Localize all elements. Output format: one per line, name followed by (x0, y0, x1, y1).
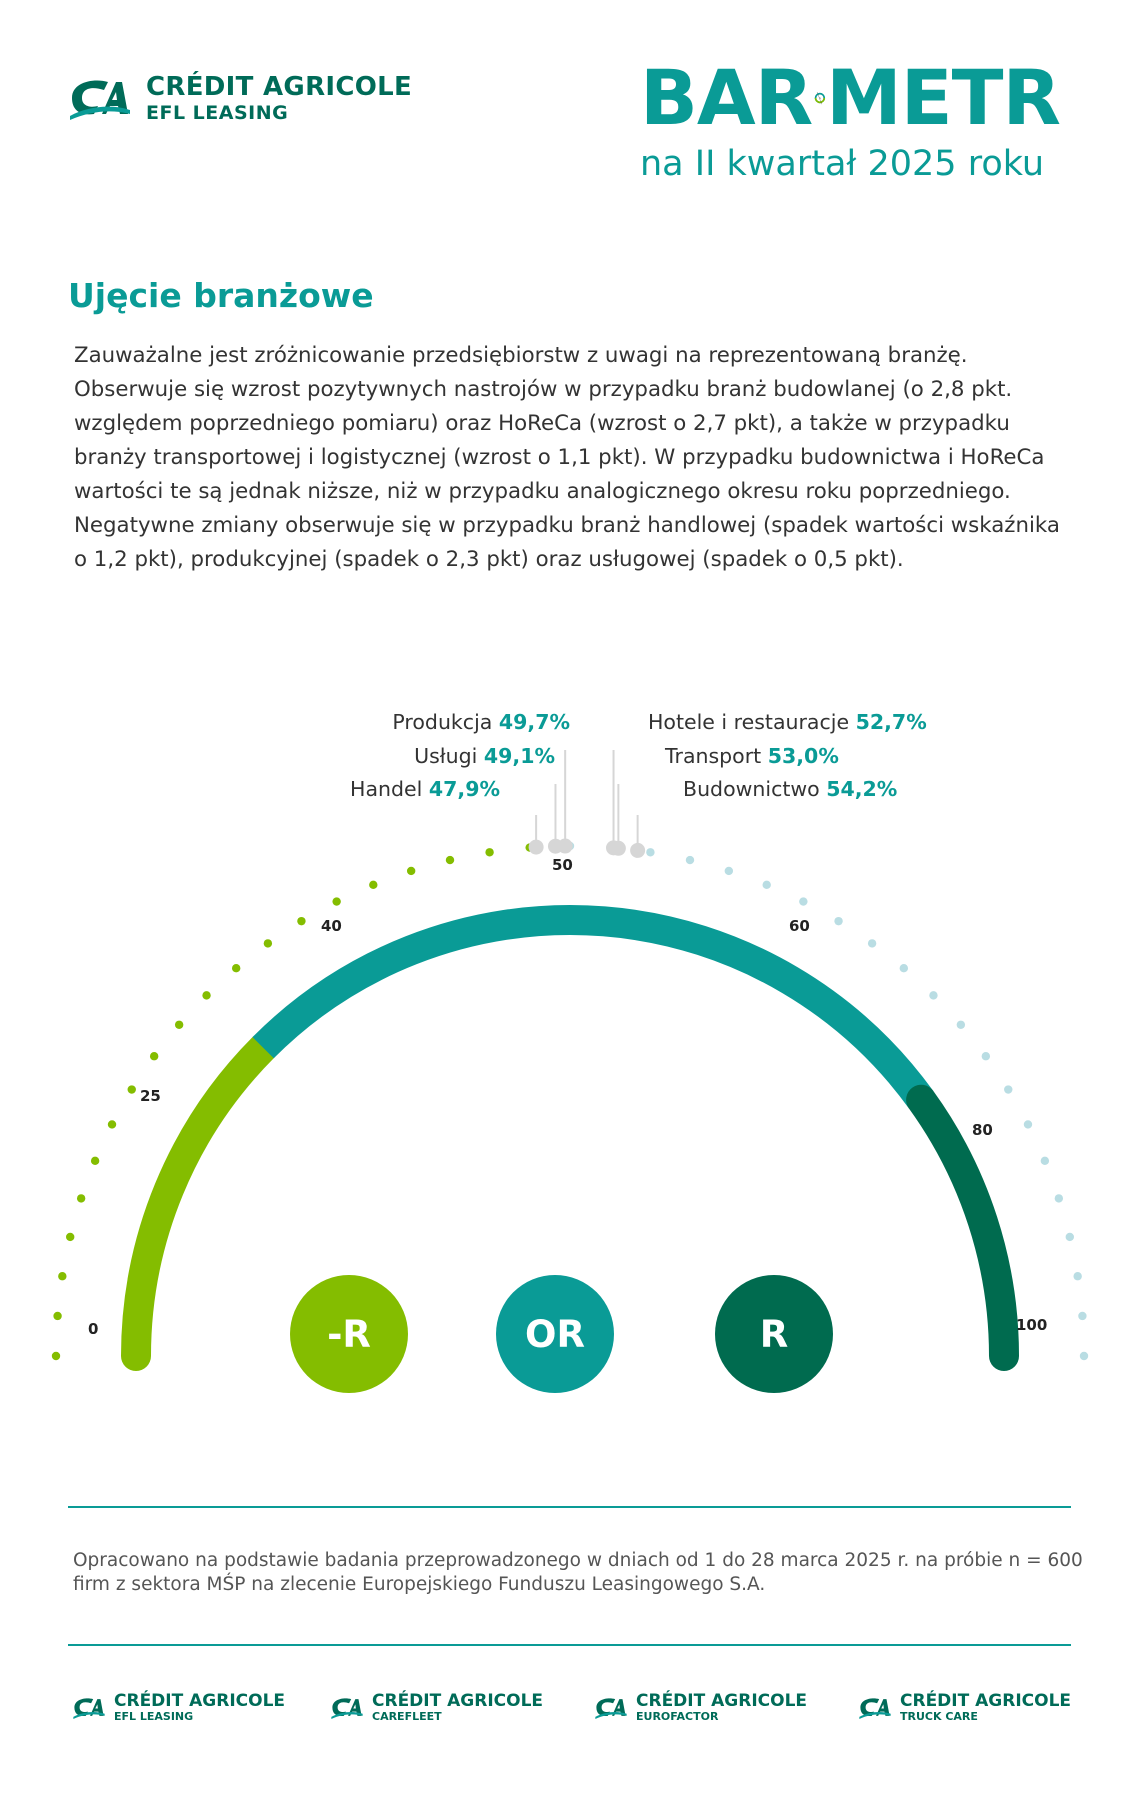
barometr-word-after: METR (826, 53, 1060, 142)
scale-dot (982, 1052, 990, 1060)
footer-logo-sub: EUROFACTOR (636, 1710, 719, 1723)
scale-dot (407, 867, 415, 875)
label-transport-value: 53,0% (767, 744, 839, 768)
label-budownictwo-value: 54,2% (826, 777, 898, 801)
scale-dot (232, 964, 240, 972)
gauge-zone-arc-1 (263, 920, 921, 1100)
scale-dot (202, 991, 210, 999)
header-logo[interactable] (68, 74, 412, 123)
scale-dot (762, 881, 770, 889)
scale-dot (297, 917, 305, 925)
industry-marker (630, 843, 645, 858)
barometr-subtitle: na II kwartał 2025 roku (640, 144, 1045, 184)
footer-logo-sub: TRUCK CARE (900, 1710, 978, 1723)
scale-dot (91, 1157, 99, 1165)
scale-dot (1041, 1157, 1049, 1165)
scale-dot (686, 856, 694, 864)
scale-dot (1055, 1194, 1063, 1202)
scale-dot (175, 1021, 183, 1029)
industry-marker (611, 841, 626, 856)
section-title: Ujęcie branżowe (68, 276, 374, 315)
scale-label-40: 40 (321, 917, 342, 935)
scale-dot (66, 1233, 74, 1241)
label-produkcja-value: 49,7% (498, 710, 570, 734)
scale-label-0: 0 (88, 1320, 99, 1338)
label-hotele-value: 52,7% (855, 710, 927, 734)
credit-agricole-logo-icon (594, 1696, 628, 1720)
label-produkcja (392, 710, 570, 734)
label-uslugi-name: Usługi (414, 744, 478, 768)
logo-sub-text: EFL LEASING (146, 102, 289, 124)
zone-circle-r: R (715, 1275, 833, 1393)
label-hotele (648, 710, 927, 734)
scale-label-60: 60 (789, 917, 810, 935)
scale-dot (485, 848, 493, 856)
scale-dot (725, 867, 733, 875)
scale-dot (332, 897, 340, 905)
footer-logo-eurofactor[interactable] (594, 1693, 807, 1723)
scale-dot (150, 1052, 158, 1060)
scale-dot (799, 897, 807, 905)
zone-circle-minus-r: -R (290, 1275, 408, 1393)
divider-bottom (68, 1644, 1071, 1646)
label-transport (665, 744, 839, 768)
label-handel (350, 777, 500, 801)
credit-agricole-logo-icon (72, 1696, 106, 1720)
scale-label-100: 100 (1016, 1316, 1048, 1334)
label-handel-value: 47,9% (428, 777, 500, 801)
credit-agricole-logo-icon (858, 1696, 892, 1720)
footer-logo-sub: EFL LEASING (114, 1710, 194, 1723)
scale-dot (1024, 1120, 1032, 1128)
scale-dot (868, 939, 876, 947)
scale-dot (1004, 1085, 1012, 1093)
credit-agricole-logo-icon (330, 1696, 364, 1720)
scale-dot (264, 939, 272, 947)
scale-label-80: 80 (972, 1121, 993, 1139)
label-handel-name: Handel (350, 777, 423, 801)
footnote: Opracowano na podstawie badania przeprowadzonego w dniach od 1 do 28 marca 2025 r. na próbie n = 600 firm z sektora MŚP na zlecenie Europejskiego Funduszu Leasingowego S.A. (73, 1550, 1083, 1595)
industry-marker (529, 840, 544, 855)
scale-dot (108, 1120, 116, 1128)
label-transport-name: Transport (665, 744, 762, 768)
scale-dot (58, 1272, 66, 1280)
barometr-word-before: BAR (640, 53, 813, 142)
footer-logo-truckcare[interactable] (858, 1693, 1071, 1723)
scale-dot (1066, 1233, 1074, 1241)
scale-dot (52, 1352, 60, 1360)
footer-logo-carefleet[interactable] (330, 1693, 543, 1723)
scale-dot (834, 917, 842, 925)
label-budownictwo-name: Budownictwo (683, 777, 820, 801)
scale-dot (77, 1194, 85, 1202)
divider-top (68, 1506, 1071, 1508)
label-uslugi (414, 744, 555, 768)
logo-brand-text: CRÉDIT AGRICOLE (146, 72, 413, 102)
scale-dot (929, 991, 937, 999)
footer-logo-efl[interactable] (72, 1693, 285, 1723)
scale-dot (646, 848, 654, 856)
scale-dot (1078, 1312, 1086, 1320)
scale-dot (1073, 1272, 1081, 1280)
footer-logo-brand: CRÉDIT AGRICOLE (372, 1691, 544, 1711)
barometr-dial-icon (814, 56, 826, 140)
scale-label-25: 25 (140, 1087, 161, 1105)
footer-logo-sub: CAREFLEET (372, 1710, 442, 1723)
barometr-title (640, 53, 1060, 206)
footer-logo-brand: CRÉDIT AGRICOLE (636, 1691, 808, 1711)
section-body: Zauważalne jest zróżnicowanie przedsiębiorstw z uwagi na reprezentowaną branżę. Obserwuje się wzrost pozytywnych nastrojów w przypadku branż budowlanej (o 2,8 pkt. względem poprzedniego pomiaru) oraz HoReCa (wzrost o 2,7 pkt), a także w przypadku branży transportowej i logistycznej (wzrost o 1,1 pkt). W przypadku budownictwa i HoReCa wartości te są jednak niższe, niż w przypadku analogicznego okresu roku poprzedniego. Negatywne zmiany obserwuje się w przypadku branż handlowej (spadek wartości wskaźnika o 1,2 pkt), produkcyjnej (spadek o 2,3 pkt) oraz usługowej (spadek o 0,5 pkt). (74, 343, 1060, 572)
scale-dot (900, 964, 908, 972)
scale-dot (369, 881, 377, 889)
label-uslugi-value: 49,1% (483, 744, 555, 768)
footer-logo-brand: CRÉDIT AGRICOLE (900, 1691, 1072, 1711)
scale-dot (1080, 1352, 1088, 1360)
credit-agricole-logo-icon (68, 76, 132, 122)
label-hotele-name: Hotele i restauracje (648, 710, 850, 734)
scale-dot (446, 856, 454, 864)
zone-circle-or: OR (496, 1275, 614, 1393)
label-produkcja-name: Produkcja (392, 710, 493, 734)
scale-dot (957, 1021, 965, 1029)
scale-dot (128, 1085, 136, 1093)
scale-label-50: 50 (552, 856, 573, 874)
industry-marker (548, 839, 563, 854)
scale-dot (53, 1312, 61, 1320)
label-budownictwo (683, 777, 897, 801)
footer-logo-brand: CRÉDIT AGRICOLE (114, 1691, 286, 1711)
